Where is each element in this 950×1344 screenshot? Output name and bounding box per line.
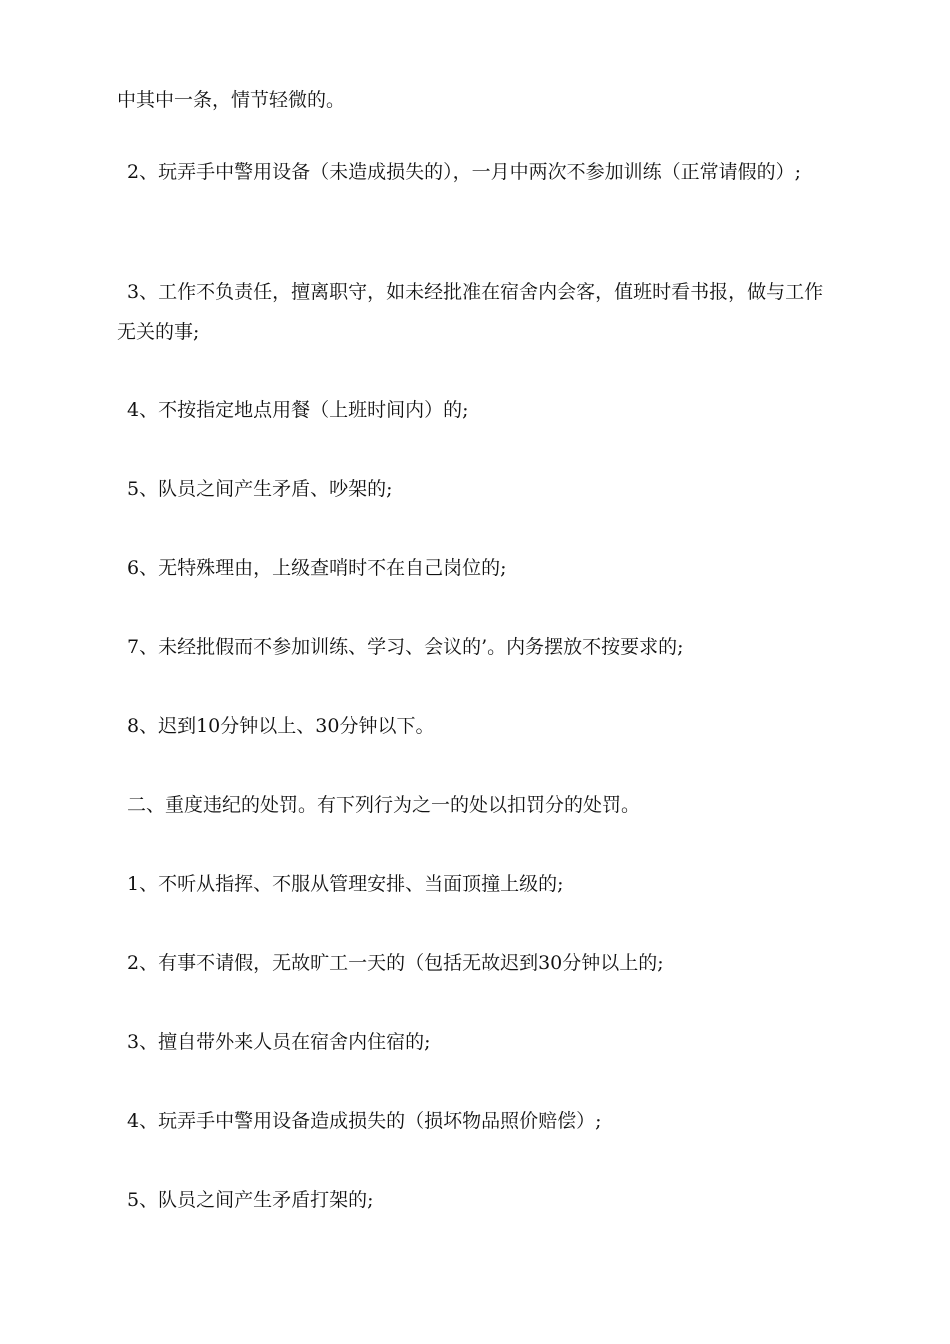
paragraph-item-8: 8、迟到10分钟以上、30分钟以下。	[127, 715, 435, 737]
paragraph-item-5: 5、队员之间产生矛盾、吵架的;	[127, 478, 393, 500]
paragraph-item-3: 3、工作不负责任，擅离职守，如未经批准在宿舍内会客，值班时看书报，做与工作无关的事;	[117, 281, 824, 343]
paragraph-severe-1: 1、不听从指挥、不服从管理安排、当面顶撞上级的;	[127, 873, 564, 895]
paragraph-item-6: 6、无特殊理由，上级查哨时不在自己岗位的;	[127, 557, 507, 579]
paragraph-severe-3: 3、擅自带外来人员在宿舍内住宿的;	[127, 1031, 431, 1053]
paragraph-item-7: 7、未经批假而不参加训练、学习、会议的’。内务摆放不按要求的;	[127, 636, 684, 658]
paragraph-item-4: 4、不按指定地点用餐（上班时间内）的;	[127, 399, 469, 421]
paragraph-item-2: 2、玩弄手中警用设备（未造成损失的），一月中两次不参加训练（正常请假的）;	[127, 161, 801, 183]
paragraph-severe-2: 2、有事不请假，无故旷工一天的（包括无故迟到30分钟以上的;	[127, 952, 664, 974]
paragraph-severe-5: 5、队员之间产生矛盾打架的;	[127, 1189, 374, 1211]
paragraph-severe-4: 4、玩弄手中警用设备造成损失的（损坏物品照价赔偿）;	[127, 1110, 602, 1132]
section-heading-severe: 二、重度违纪的处罚。有下列行为之一的处以扣罚分的处罚。	[127, 794, 641, 816]
paragraph-continuation: 中其中一条，情节轻微的。	[117, 89, 346, 111]
